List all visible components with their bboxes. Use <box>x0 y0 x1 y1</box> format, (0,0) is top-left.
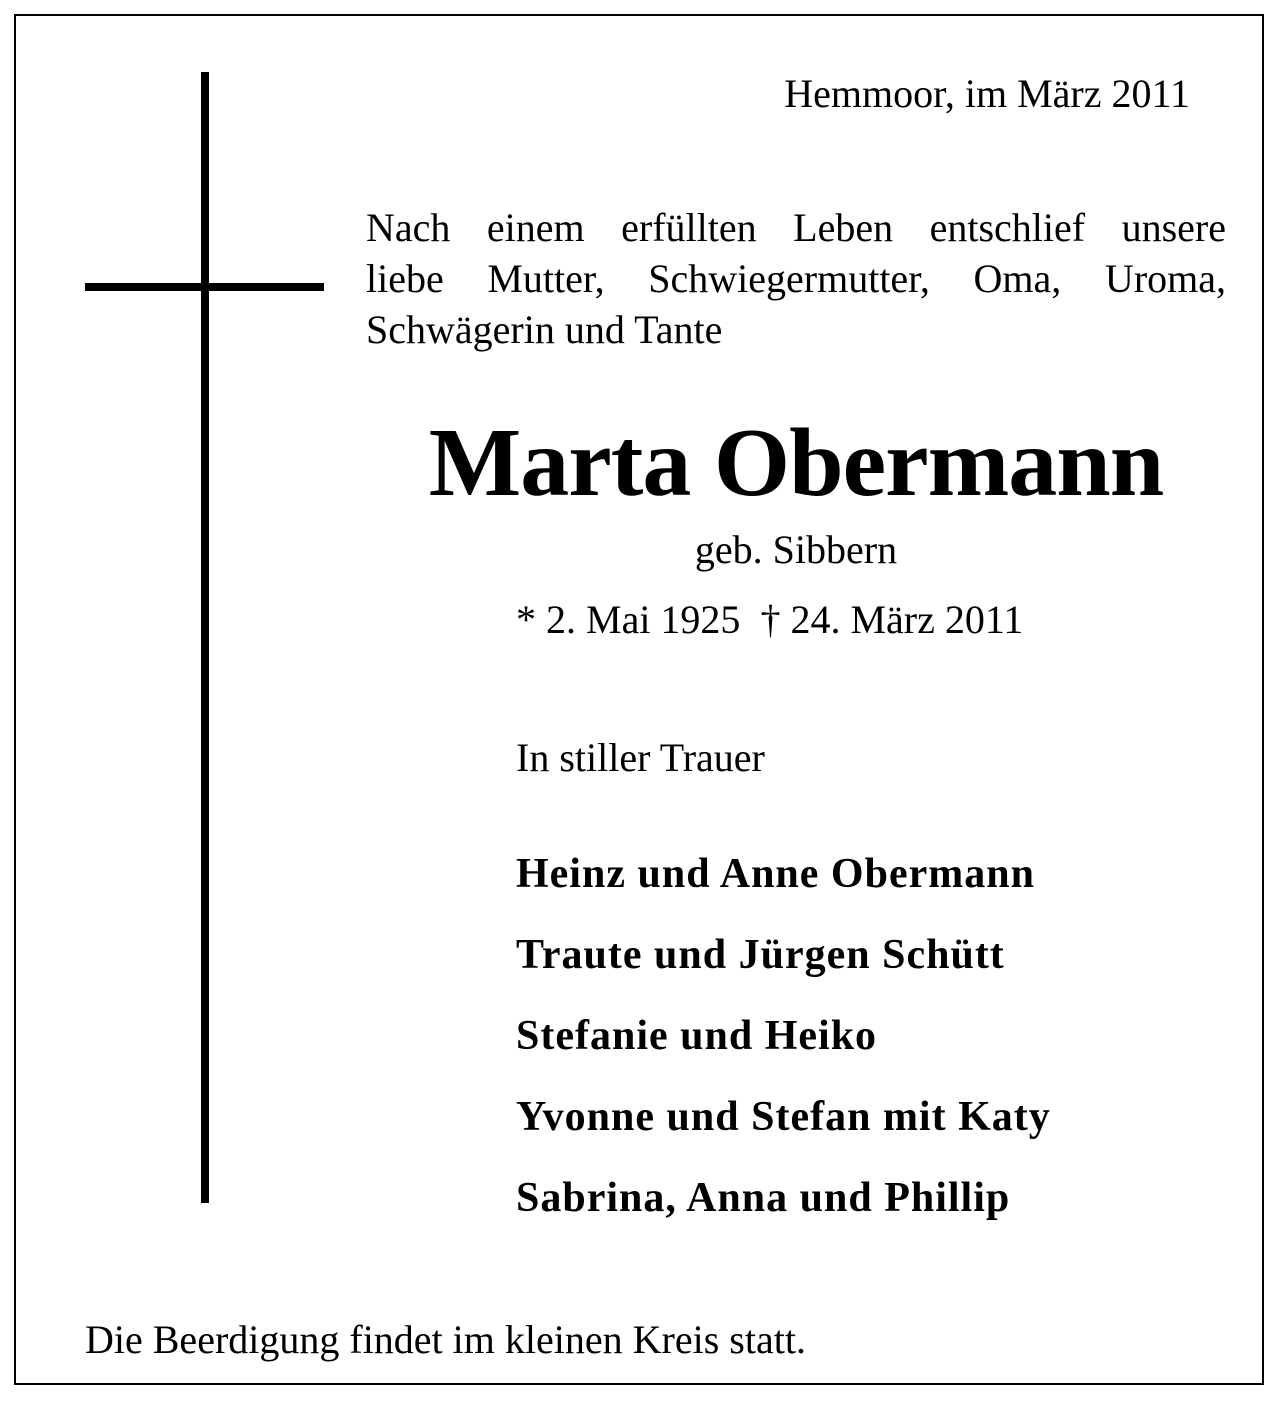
mourners-list <box>516 834 1051 1239</box>
intro-text <box>366 202 1226 355</box>
mourner-entry: Stefanie und Heiko <box>516 1013 878 1059</box>
mourner-entry: Traute und Jürgen Schütt <box>516 932 1005 978</box>
place-date: Hemmoor, im März 2011 <box>784 71 1190 116</box>
cross-horizontal-bar <box>85 283 324 291</box>
mourning-phrase: In stiller Trauer <box>516 735 765 780</box>
funeral-note: Die Beerdigung findet im kleinen Kreis statt. <box>85 1317 806 1362</box>
intro-line: liebe Mutter, Schwiegermutter, Oma, Uroma, <box>366 256 1226 301</box>
birth-date: * 2. Mai 1925 <box>516 597 741 642</box>
mourner-entry: Heinz und Anne Obermann <box>516 851 1035 897</box>
life-dates <box>516 596 1023 644</box>
mourner-entry: Sabrina, Anna und Phillip <box>516 1175 1011 1221</box>
deceased-name: Marta Obermann <box>428 409 1164 517</box>
intro-line: Nach einem erfüllten Leben entschlief unsere <box>366 205 1226 250</box>
intro-line: Schwägerin und Tante <box>366 307 723 352</box>
mourner-entry: Yvonne und Stefan mit Katy <box>516 1094 1051 1140</box>
cross-vertical-bar <box>201 72 209 1203</box>
maiden-name: geb. Sibbern <box>694 527 898 572</box>
obituary-frame <box>14 14 1264 1385</box>
death-date: † 24. März 2011 <box>760 597 1024 642</box>
